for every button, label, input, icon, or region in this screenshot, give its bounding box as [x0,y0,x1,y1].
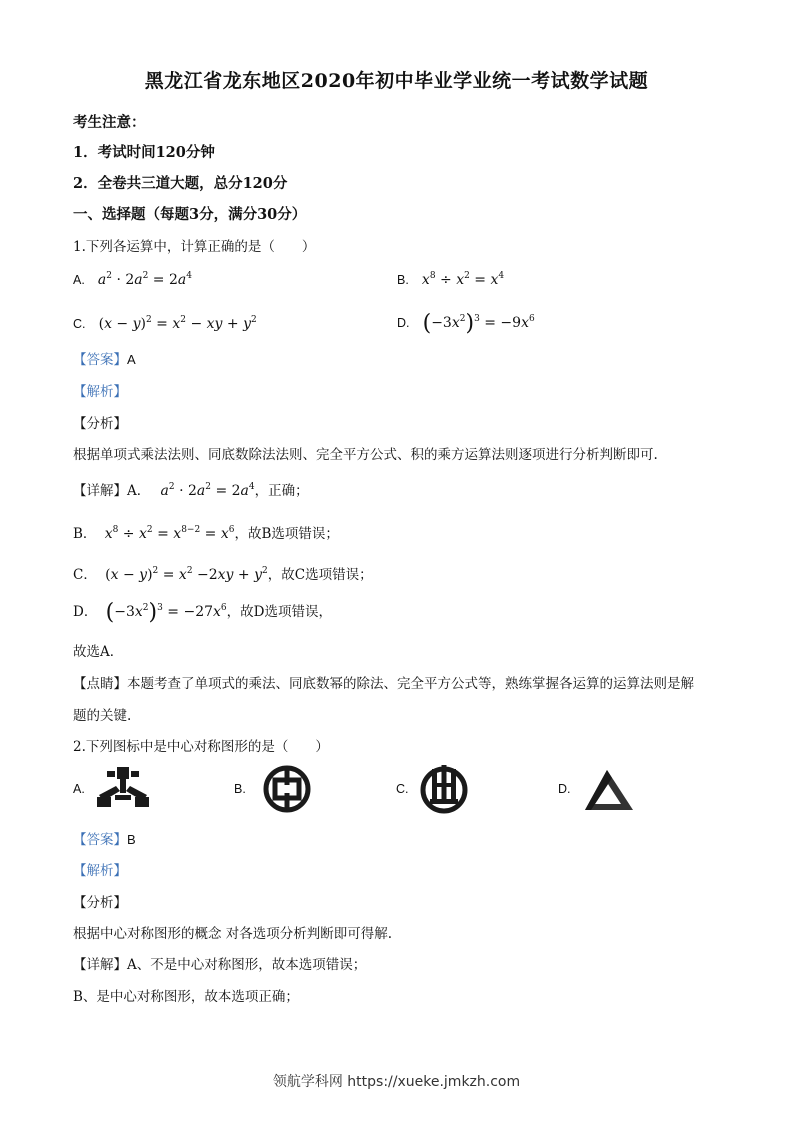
detail-suffix: ，正确； [254,483,309,499]
q2-analysis-tag: 【解析】 [73,863,127,879]
bank-of-china-logo-icon [261,765,313,813]
formula: $(x - y)^2 = x^2 -2xy + y^2$ [105,566,268,583]
question-1-stem: 1.下列各运算中，计算正确的是（ ） [73,239,316,255]
footer-watermark: 领航学科网 https://xueke.jmkzh.com [272,1074,521,1090]
q2-option-a-label: A. [73,782,85,796]
option-label: D. [397,316,410,330]
q1-detail-a [73,479,309,499]
option-label: B. [397,273,409,287]
formula: $(-3x^2)^3 = -27x^6$ [105,600,227,625]
q2-option-c-label: C. [396,782,409,796]
q2-detail-a: 【详解】A、不是中心对称图形，故本选项错误； [73,957,367,973]
answer-tag: 【答案】 [73,832,127,848]
q1-option-d [397,311,535,336]
q1-option-a [73,269,192,288]
q1-detail-c [73,563,373,583]
q2-fenxi-text: 根据中心对称图形的概念 对各选项分析判断即可得解. [73,926,393,942]
q1-conclusion: 故选A． [73,644,124,660]
answer-tag: 【答案】 [73,352,127,368]
q2-fenxi-tag: 【分析】 [73,895,127,911]
question-2-stem: 2.下列图标中是中心对称图形的是（ ） [73,739,329,755]
triangle-logo-icon [583,768,635,812]
notice-item-2: 2．全卷共三道大题，总分120分 [73,175,288,192]
detail-suffix: ，故C选项错误； [267,567,373,583]
formula: $a^2 \cdot 2a^2 = 2a^4$ [97,271,192,288]
detail-prefix: D． [73,604,98,620]
q1-detail-d [73,600,332,625]
option-label: C. [73,317,86,331]
q2-answer [73,828,136,848]
formula: $x^8 \div x^2 = x^4$ [421,271,505,288]
q1-fenxi-text: 根据单项式乘法法则、同底数除法法则、完全平方公式、积的乘方运算法则逐项进行分析判断即可. [73,447,658,463]
q1-detail-b [73,522,339,542]
detail-prefix: C． [73,567,97,583]
detail-prefix: 【详解】A． [73,483,151,499]
option-label: A. [73,273,85,287]
q1-answer [73,348,136,368]
q1-dianjing-line-1: 【点睛】本题考查了单项式的乘法、同底数幂的除法、完全平方公式等，熟练掌握各运算的运算法则是解 [73,676,694,692]
page-title: 黑龙江省龙东地区2020年初中毕业学业统一考试数学试题 [144,70,649,92]
q1-option-c [73,313,257,332]
q2-option-b-label: B. [234,782,246,796]
q1-analysis-tag: 【解析】 [73,384,127,400]
detail-prefix: B． [73,526,97,542]
notice-heading: 考生注意： [73,114,146,131]
answer-value: A [127,352,136,367]
q1-dianjing-line-2: 题的关键. [73,708,132,724]
agricultural-bank-logo-icon [418,763,470,815]
q2-detail-b: B、是中心对称图形，故本选项正确； [73,989,299,1005]
section-heading: 一、选择题（每题3分，满分30分） [73,206,307,223]
formula: $a^2 \cdot 2a^2 = 2a^4$ [160,482,255,499]
q2-option-d-label: D. [558,782,571,796]
answer-value: B [127,832,136,847]
formula: $(-3x^2)^3 = -9x^6$ [422,311,535,336]
detail-suffix: ，故B选项错误； [234,526,339,542]
notice-item-1: 1．考试时间120分钟 [73,144,215,161]
formula: $x^8 \div x^2 = x^{8-2} = x^6$ [104,525,235,542]
formula: $(x - y)^2 = x^2$ − xy + $y^2$ [98,315,257,332]
q1-fenxi-tag: 【分析】 [73,416,127,432]
three-wheels-logo-icon [95,765,151,809]
q1-option-b [397,269,504,288]
detail-suffix: ，故D选项错误， [226,604,332,620]
